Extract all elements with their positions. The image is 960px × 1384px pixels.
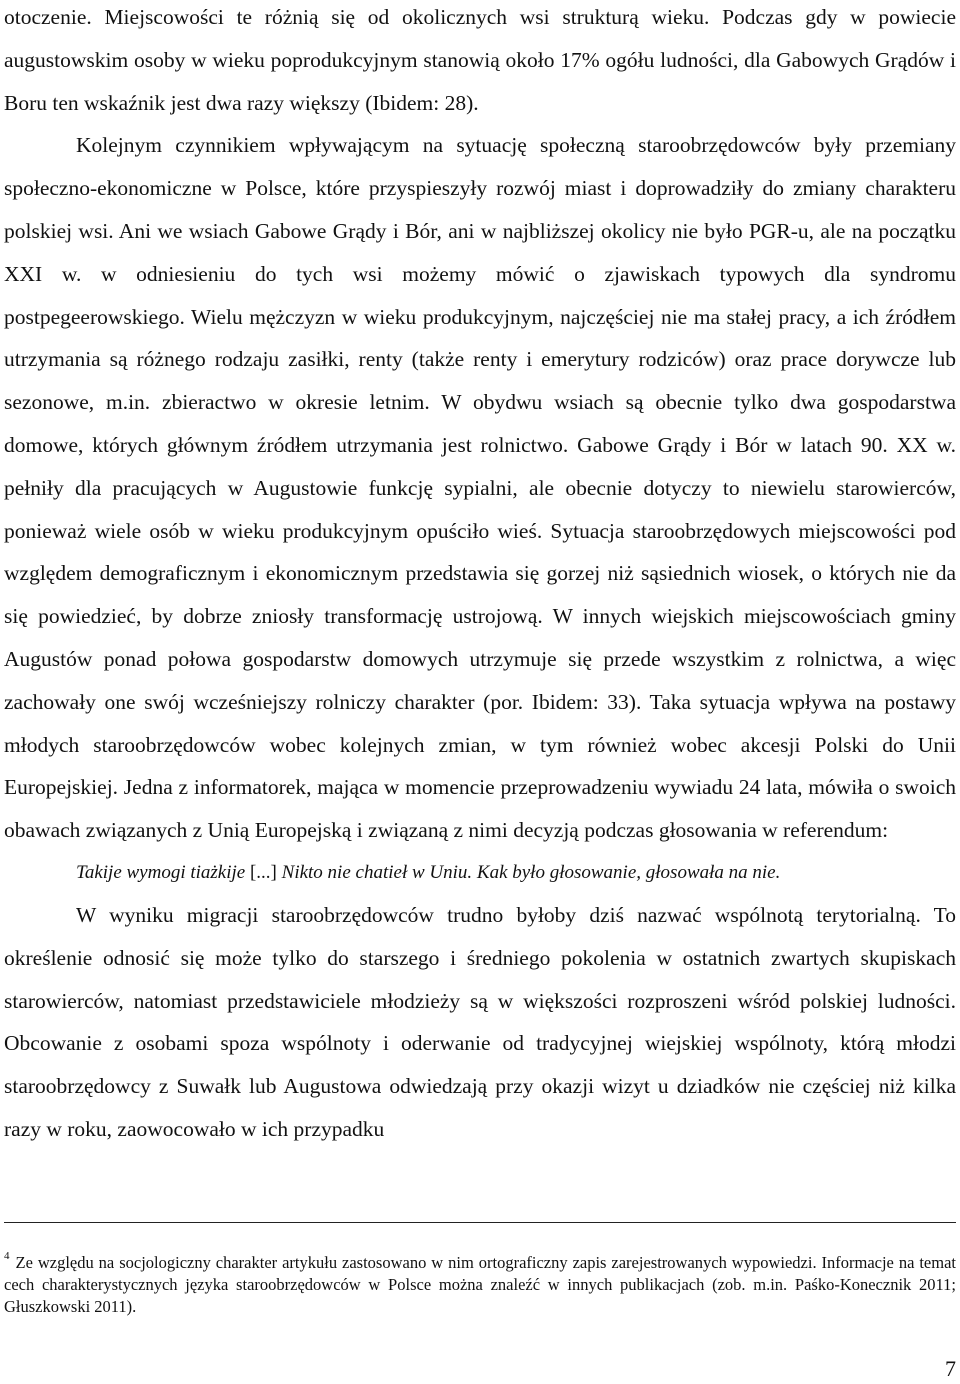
quote-part-2: Nikto nie chatieł w Uniu. Kak było głosowanie, głosowała na nie. [281,861,781,883]
footnote [4,1245,956,1318]
footnote-marker: 4 [4,1250,10,1262]
interview-quote [4,852,956,894]
quote-ellipsis: [...] [245,861,282,883]
body-text [4,0,956,1151]
page-number: 7 [945,1356,956,1381]
footnote-separator [4,1222,956,1223]
paragraph-3: W wyniku migracji staroobrzędowców trudno byłoby dziś nazwać wspólnotą terytorialną. To określenie odnosić się może tylko do starszego i średniego pokolenia w ostatnich zwartych skupiskach starowierców, natomiast przedstawiciele młodzieży są w większości rozproszeni wśród polskiej ludności. Obcowanie z osobami spoza wspólnoty i oderwanie od tradycyjnej wiejskiej wspólnoty, którą młodzi staroobrzędowcy z Suwałk lub Augustowa odwiedzają przy okazji wizyt u dziadków nie częściej niż kilka razy w roku, zaowocowało w ich przypadku [4,902,956,1141]
quote-part-1: Takije wymogi tiażkije [76,861,246,883]
paragraph-1: otoczenie. Miejscowości te różnią się od okolicznych wsi strukturą wieku. Podczas gdy w powiecie augustowskim osoby w wieku poprodukcyjnym stanowią około 17% ogółu ludności, dla Gabowych Grądów i Boru ten wskaźnik jest dwa razy większy (Ibidem: 28). [4,5,956,115]
footnote-text: Ze względu na socjologiczny charakter artykułu zastosowano w nim ortograficzny zapis zarejestrowanych wypowiedzi. Informacje na temat cech charakterystycznych języka staroobrzędowców w Polsce można znaleźć w innych publikacjach (zob. m.in. Paśko-Konecznik 2011; Głuszkowski 2011). [4,1253,956,1316]
paragraph-2: Kolejnym czynnikiem wpływającym na sytuację społeczną staroobrzędowców były przemiany społeczno-ekonomiczne w Polsce, które przyspieszyły rozwój miast i doprowadziły do zmiany charakteru polskiej wsi. Ani we wsiach Gabowe Grądy i Bór, ani w najbliższej okolicy nie było PGR-u, ale na początku XXI w. w odniesieniu do tych wsi możemy mówić o zjawiskach typowych dla syndromu postpegeerowskiego. Wielu mężczyzn w wieku produkcyjnym, najczęściej nie ma stałej pracy, a ich źródłem utrzymania są różnego rodzaju zasiłki, renty (także renty i emerytury rodziców) oraz prace dorywcze lub sezonowe, m.in. zbieractwo w okresie letnim. W obydwu wsiach są obecnie tylko dwa gospodarstwa domowe, których głównym źródłem utrzymania jest rolnictwo. Gabowe Grądy i Bór w latach 90. XX w. pełniły dla pracujących w Augustowie funkcję sypialni, ale obecnie dotyczy to niewielu starowierców, ponieważ wiele osób w wieku produkcyjnym opuściło wieś. Sytuacja staroobrzędowych miejscowości pod względem demograficznym i ekonomicznym przedstawia się gorzej niż sąsiednich wiosek, o których nie da się powiedzieć, by dobrze zniosły transformację ustrojową. W innych wiejskich miejscowościach gminy Augustów ponad połowa gospodarstw domowych utrzymuje się przede wszystkim z rolnictwa, a więc zachowały one swój wcześniejszy rolniczy charakter (por. Ibidem: 33). Taka sytuacja wpływa na postawy młodych staroobrzędowców wobec kolejnych zmian, w tym również wobec akcesji Polski do Unii Europejskiej. Jedna z informatorek, mająca w momencie przeprowadzeniu wywiadu 24 lata, mówiła o swoich obawach związanych z Unią Europejską i związaną z nimi decyzją podczas głosowania w referendum: [4,133,956,843]
